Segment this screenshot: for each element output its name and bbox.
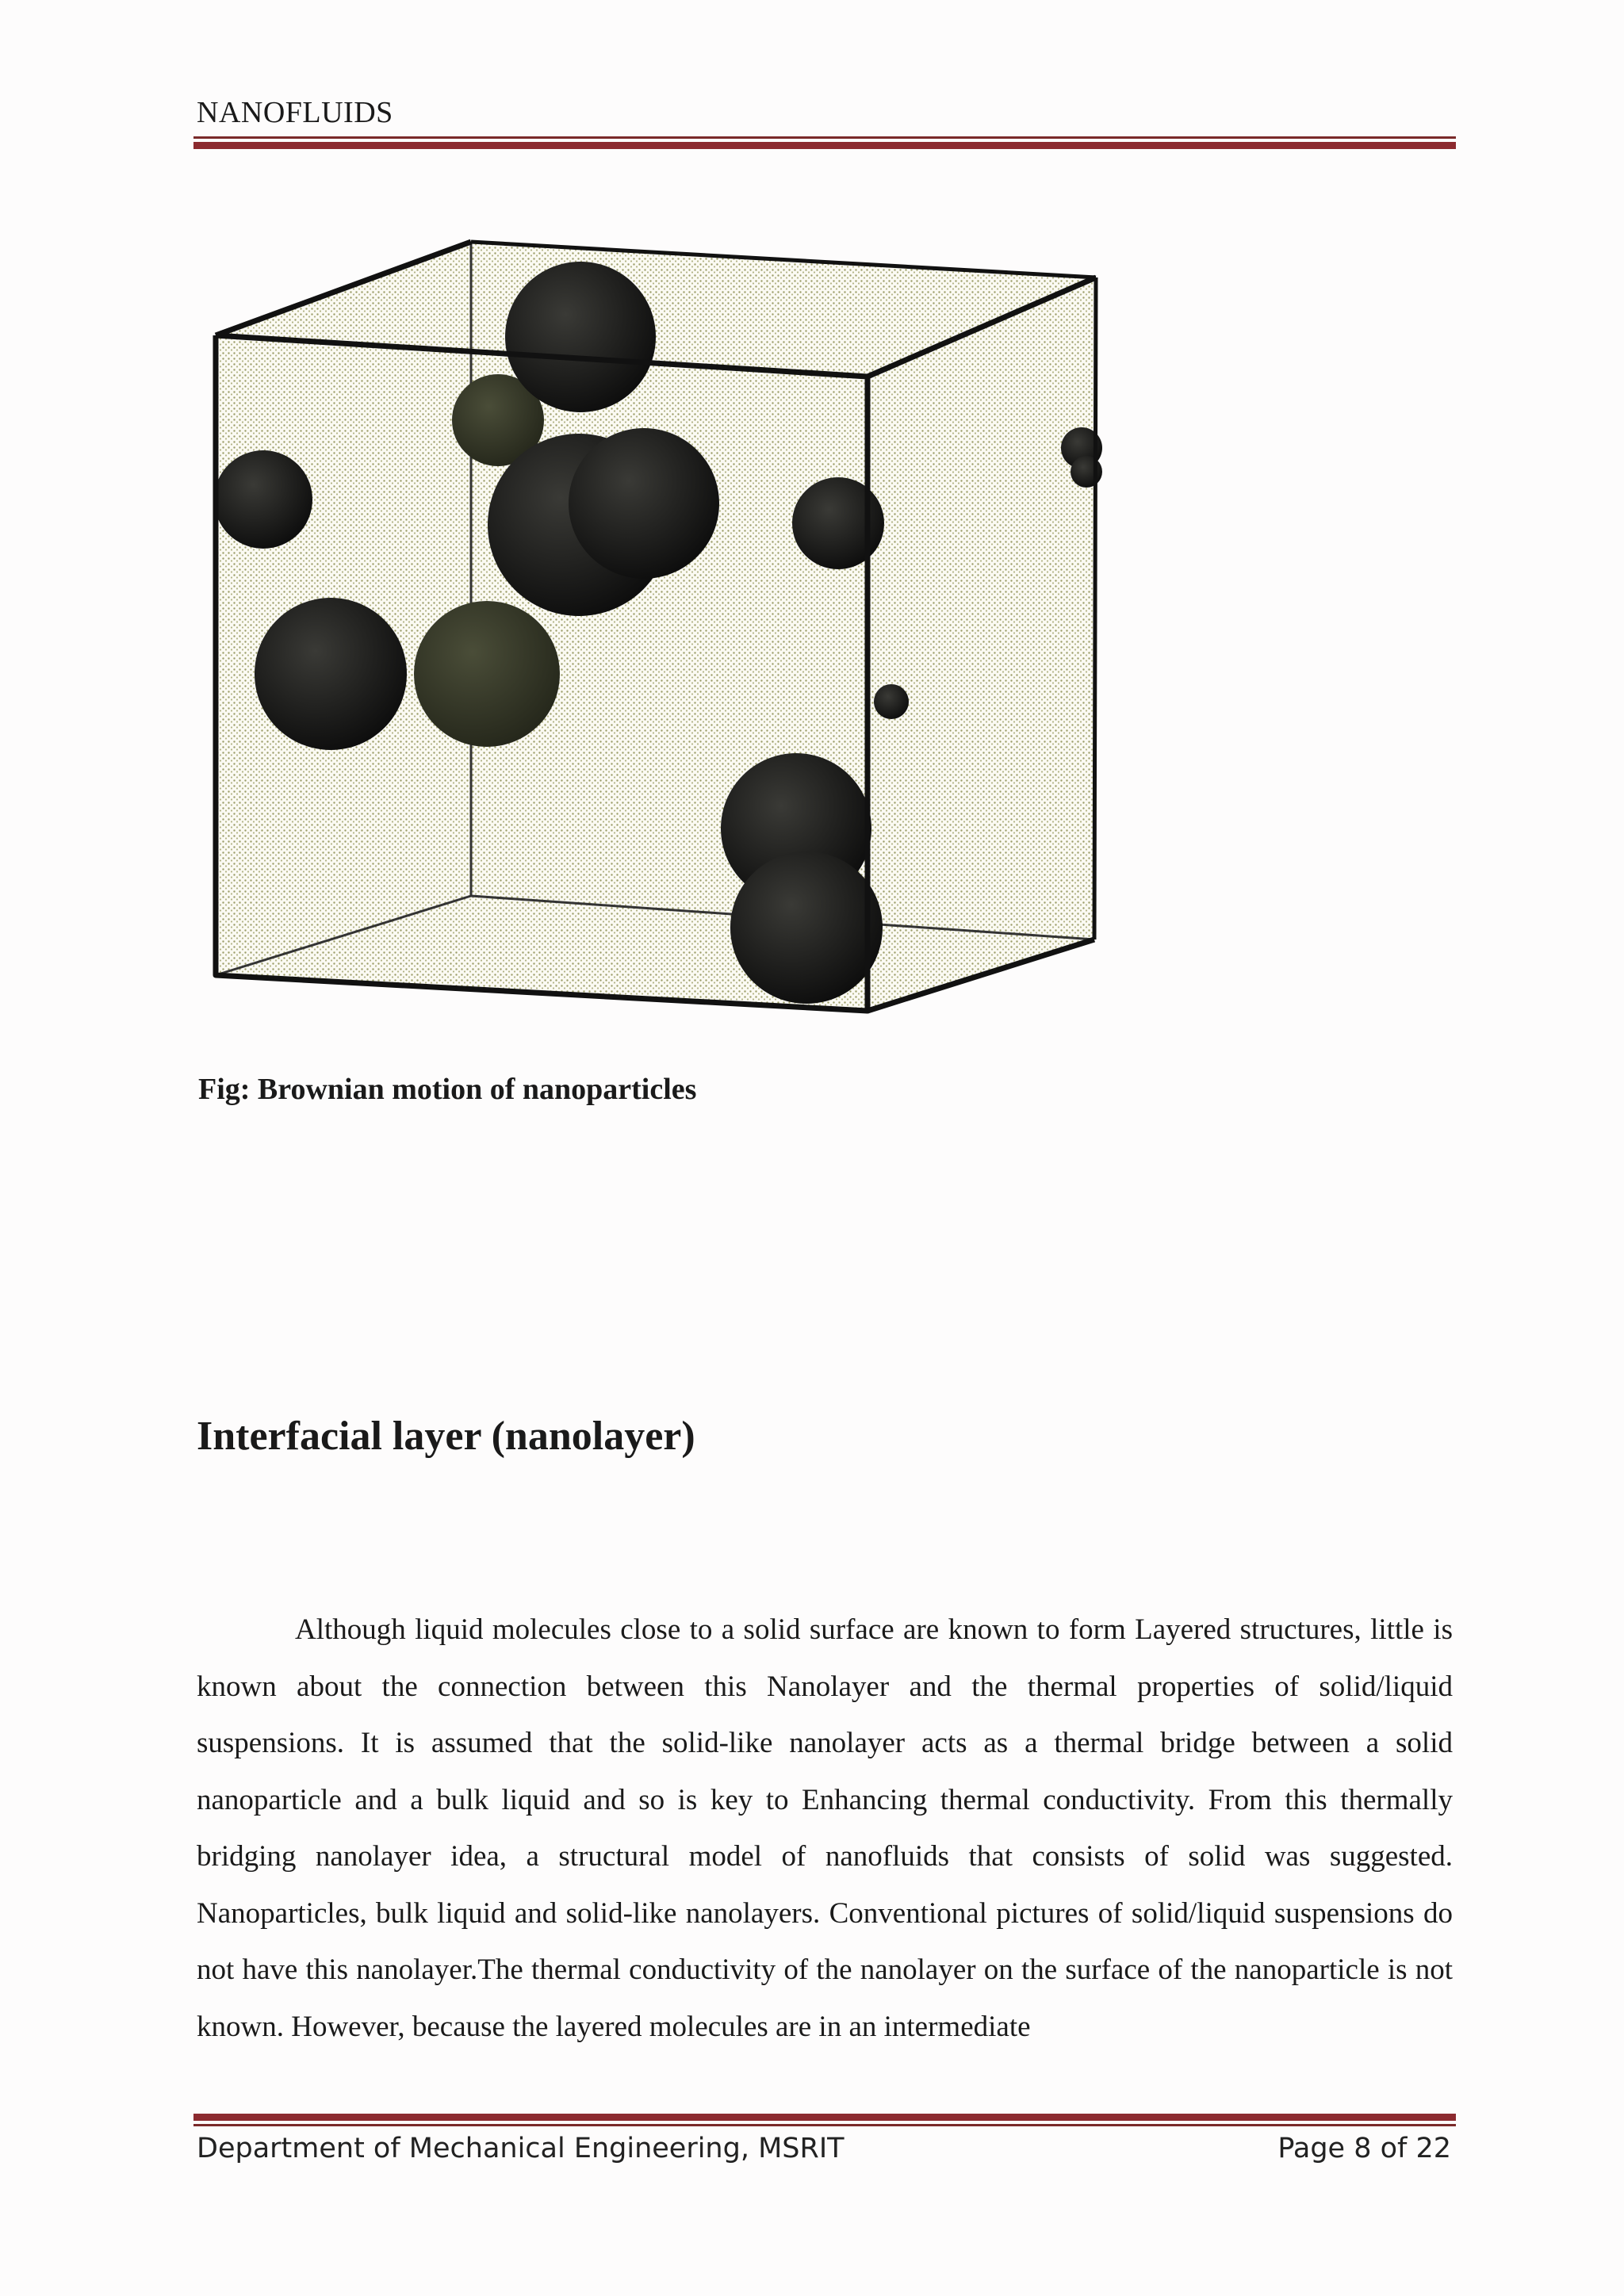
brownian-motion-figure [200,230,1104,1039]
body-paragraph: Although liquid molecules close to a solid surface are known to form Layered structures, little is known about the connection between this Nanolayer and the thermal properties of solid/liquid suspensions. It is assumed that the solid-like nanolayer acts as a thermal bridge between a solid nanoparticle and a bulk liquid and so is key to Enhancing thermal conductivity. From this thermally bridging nanolayer idea, a structural model of nanofluids that consists of solid was suggested. Nanoparticles, bulk liquid and solid-like nanolayers. Conventional pictures of solid/liquid suspensions do not have this nanolayer.The thermal conductivity of the nanolayer on the surface of the nanoparticle is not known. However, because the layered molecules are in an intermediate [197,1613,1453,2043]
header-title: NANOFLUIDS [197,96,393,129]
footer-page-number: Page 8 of 22 [1277,2133,1451,2164]
section-heading: Interfacial layer (nanolayer) [197,1414,695,1459]
footer-rule [193,2114,1456,2126]
figure-caption: Fig: Brownian motion of nanoparticles [198,1073,697,1106]
body-text [197,1601,1453,2055]
header-rule [193,136,1456,149]
footer-department: Department of Mechanical Engineering, MSRIT [197,2133,845,2164]
